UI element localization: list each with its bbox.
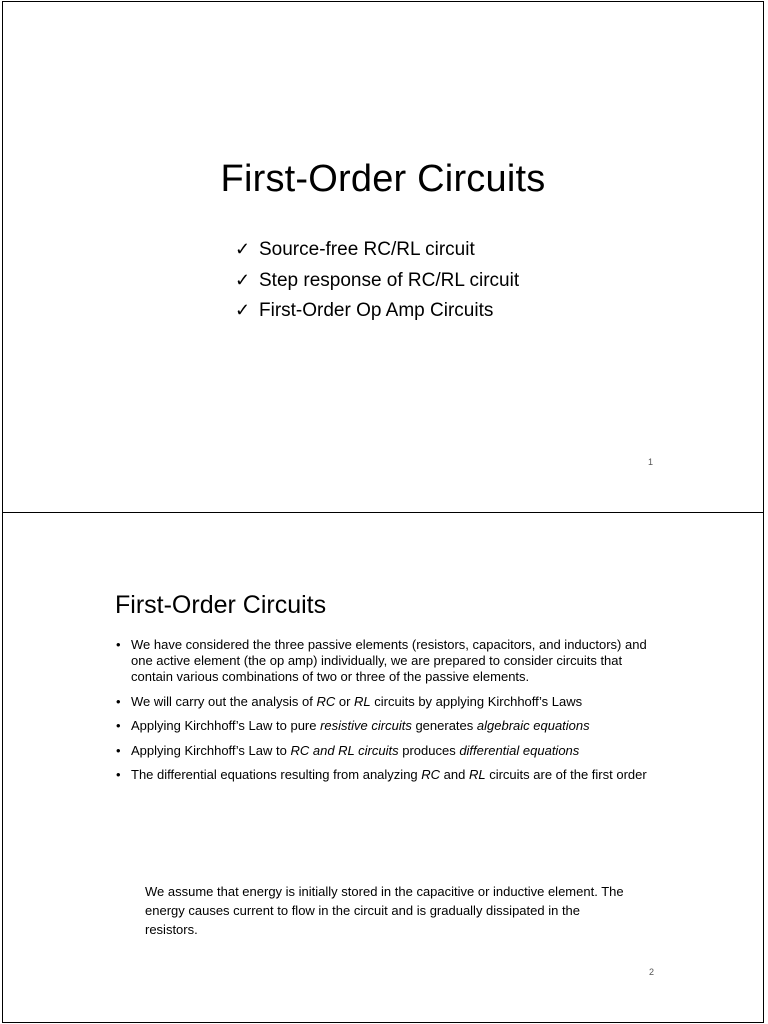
topic-checklist	[235, 234, 519, 326]
bullet-text: circuits by applying Kirchhoff’s Laws	[370, 693, 583, 709]
bullet-text: Applying Kirchhoff’s Law to	[131, 742, 291, 758]
bullet-text: produces	[398, 742, 460, 758]
slide-2-title: First-Order Circuits	[115, 591, 327, 619]
bullet-icon: •	[116, 693, 121, 709]
slide-1-page-number: 1	[648, 457, 654, 467]
bullet-text: The differential equations resulting from analyzing	[131, 767, 422, 782]
bullet-item	[115, 767, 660, 783]
bullet-icon: •	[116, 718, 121, 733]
checklist-item-label: Step response of RC/RL circuit	[259, 269, 520, 291]
bullet-text: We will carry out the analysis of	[131, 693, 317, 709]
slide-1-title: First-Order Circuits	[220, 158, 546, 200]
checklist-item-label: First-Order Op Amp Circuits	[259, 300, 494, 321]
bullet-emphasis: RL	[354, 693, 371, 709]
bullet-text: generates	[411, 718, 477, 733]
slide-2-page-number: 2	[649, 967, 655, 977]
bullet-text: and	[440, 767, 469, 782]
bullet-emphasis: RC	[421, 767, 441, 782]
bullet-item	[115, 637, 660, 685]
checkmark-icon: ✓	[235, 269, 251, 290]
bullet-list	[115, 637, 660, 792]
bullet-text: We have considered the three passive elements (resistors, capacitors, and inductors) and one active element (the op amp) individually, we are prepared to consider circuits that contain various combinations of two or three of the passive elements.	[131, 637, 647, 684]
bullet-emphasis: RL	[468, 767, 486, 782]
checklist-item-label: Source-free RC/RL circuit	[259, 239, 475, 260]
bullet-text: or	[335, 693, 355, 709]
bullet-emphasis: RC and RL circuits	[290, 742, 399, 758]
bullet-emphasis: RC	[316, 693, 336, 709]
bullet-icon: •	[116, 742, 121, 758]
bullet-item	[115, 694, 660, 710]
checklist-item	[235, 295, 519, 326]
bullet-emphasis: algebraic equations	[476, 718, 590, 733]
bullet-icon: •	[116, 637, 121, 652]
bullet-icon: •	[116, 767, 121, 782]
bullet-item	[115, 743, 660, 759]
checkmark-icon: ✓	[235, 239, 251, 259]
slide-2	[2, 512, 764, 1023]
bullet-text: circuits are of the first order	[485, 767, 647, 782]
slide-1	[2, 1, 764, 513]
bullet-emphasis: resistive circuits	[320, 718, 412, 733]
checkmark-icon: ✓	[235, 300, 251, 320]
bullet-item	[115, 718, 660, 734]
bullet-text: Applying Kirchhoff’s Law to pure	[131, 718, 321, 733]
energy-note: We assume that energy is initially stored in the capacitive or inductive element. The energy causes current to flow in the circuit and is gradually dissipated in the resistors.	[145, 884, 624, 937]
bullet-emphasis: differential equations	[459, 742, 580, 758]
checklist-item	[235, 265, 519, 296]
checklist-item	[235, 234, 519, 265]
